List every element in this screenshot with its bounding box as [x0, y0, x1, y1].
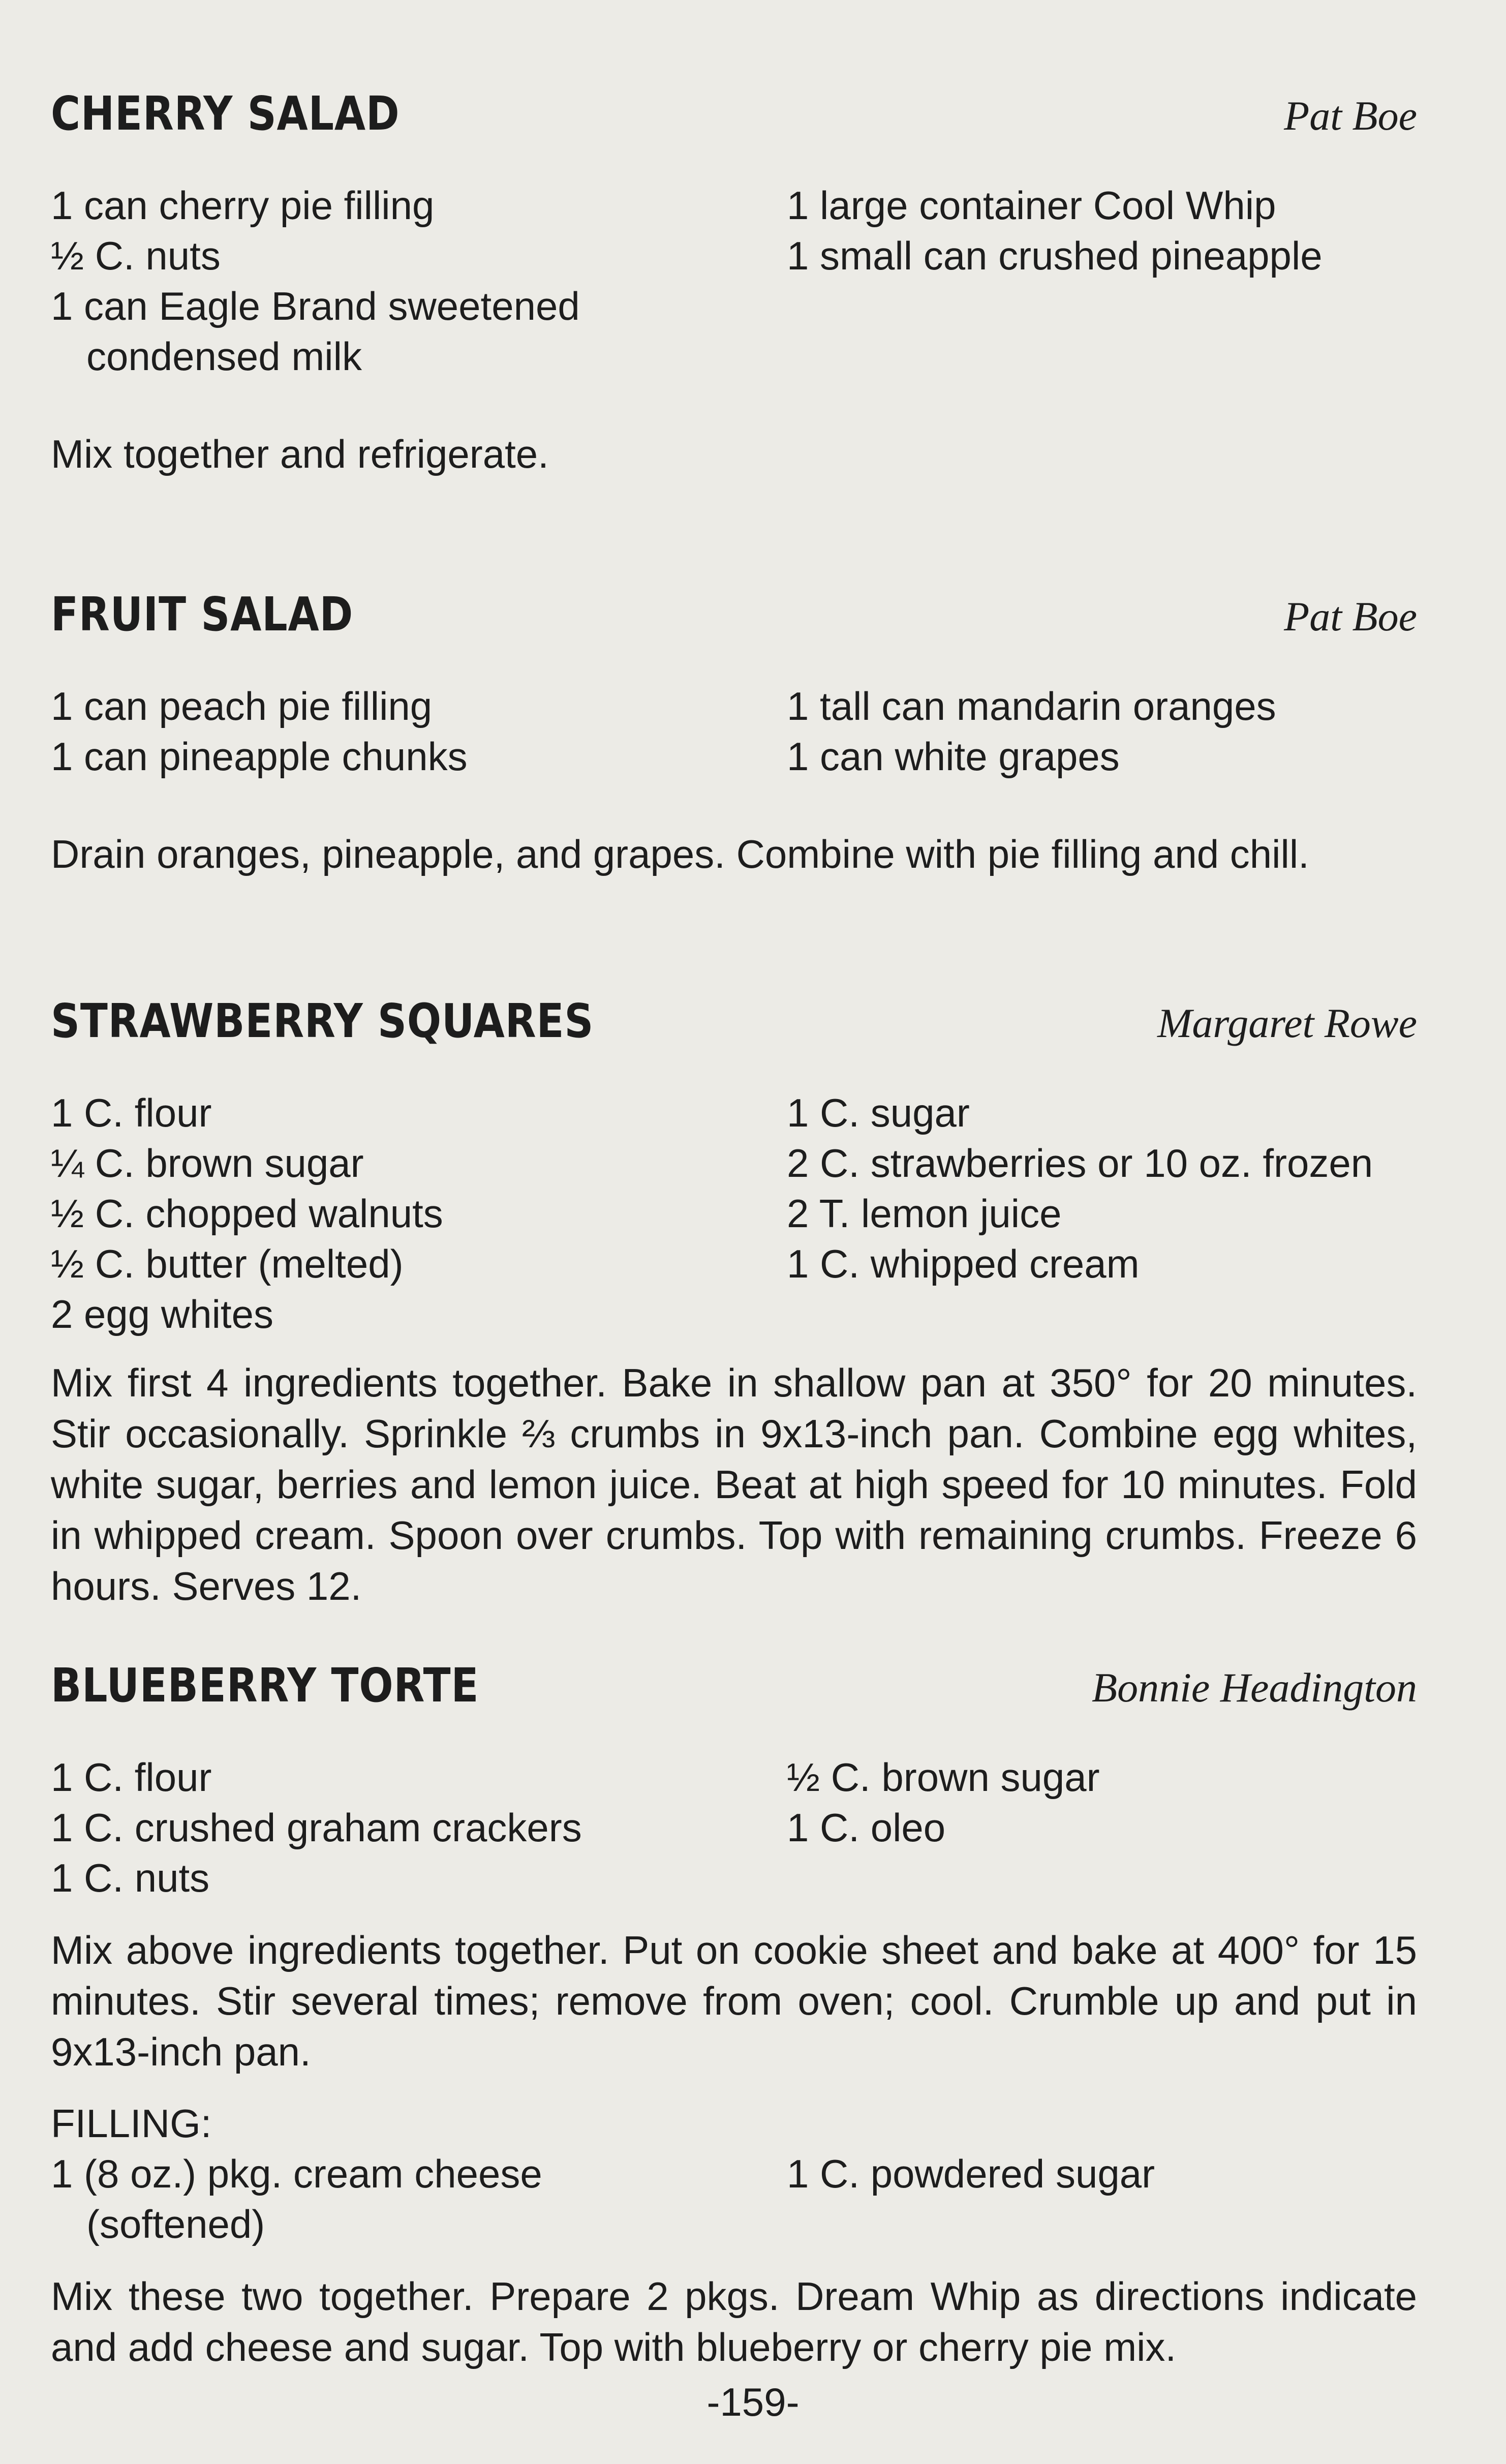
recipe-title: BLUEBERRY TORTE [51, 1658, 479, 1713]
ingredient: 1 C. crushed graham crackers [51, 1805, 582, 1850]
recipe-header [51, 1658, 1417, 1724]
recipe-author: Pat Boe [1284, 93, 1417, 139]
recipe-directions: Drain oranges, pineapple, and grapes. Combine with pie filling and chill. [51, 832, 1309, 876]
recipe-header [51, 994, 1417, 1060]
ingredient-column-right [787, 2149, 1417, 2249]
ingredient: 2 C. strawberries or 10 oz. frozen [787, 1141, 1373, 1185]
ingredient-list [51, 180, 1417, 382]
recipe-directions: Mix together and refrigerate. [51, 432, 549, 476]
ingredient-list [51, 681, 1417, 782]
ingredient-column-left [51, 1752, 787, 1903]
ingredient-column-left [51, 180, 787, 382]
filling-directions: Mix these two together. Prepare 2 pkgs. Dream Whip as directions indicate and add cheese and sugar. Top with blueberry or cherry pie mix. [51, 2274, 1417, 2369]
ingredient: 1 (8 oz.) pkg. cream cheese [51, 2151, 542, 2196]
recipe-header [51, 587, 1417, 653]
ingredient: 1 can pineapple chunks [51, 734, 468, 779]
ingredient: 1 large container Cool Whip [787, 183, 1276, 228]
ingredient-column-left [51, 1088, 787, 1340]
ingredient: 1 C. powdered sugar [787, 2151, 1155, 2196]
recipe-title: CHERRY SALAD [51, 86, 400, 141]
recipe-title: STRAWBERRY SQUARES [51, 994, 594, 1048]
ingredient: 1 C. nuts [51, 1855, 210, 1900]
ingredient: 2 egg whites [51, 1292, 273, 1336]
ingredient: 1 can cherry pie filling [51, 183, 435, 228]
recipe-strawberry-squares [51, 994, 1417, 1655]
ingredient: condensed milk [86, 334, 362, 379]
page-number: -159- [706, 2380, 800, 2424]
ingredient: 1 C. sugar [787, 1090, 970, 1135]
ingredient: 1 tall can mandarin oranges [787, 684, 1276, 728]
ingredient-list [51, 1752, 1417, 1903]
recipe-header [51, 86, 1417, 153]
ingredient-column-right [787, 1752, 1417, 1903]
filling-label: FILLING: [51, 2101, 212, 2146]
ingredient: ½ C. brown sugar [787, 1755, 1100, 1800]
ingredient-column-right [787, 1088, 1417, 1340]
ingredient: 1 small can crushed pineapple [787, 233, 1323, 278]
ingredient-list [51, 1088, 1417, 1340]
ingredient: 1 C. flour [51, 1755, 212, 1800]
ingredient-column-right [787, 180, 1417, 382]
recipe-directions: Mix first 4 ingredients together. Bake in shallow pan at 350° for 20 minutes. Stir occasionally. Sprinkle ⅔ crumbs in 9x13-inch pan. Combine egg whites, white sugar, berries and lemon juice. Beat at high speed for 10 minutes. Fold in whipped cream. Spoon over crumbs. Top with remaining crumbs. Freeze 6 hours. Serves 12. [51, 1360, 1417, 1608]
ingredient-column-left [51, 681, 787, 782]
ingredient: ½ C. nuts [51, 233, 221, 278]
recipe-author: Margaret Rowe [1157, 1000, 1417, 1046]
recipe-title: FRUIT SALAD [51, 587, 354, 642]
recipe-cherry-salad [51, 86, 1417, 476]
ingredient: ½ C. chopped walnuts [51, 1191, 443, 1236]
recipe-author: Pat Boe [1284, 593, 1417, 640]
recipe-blueberry-torte [51, 1658, 1417, 2372]
ingredient: 1 can peach pie filling [51, 684, 433, 728]
ingredient: 1 can white grapes [787, 734, 1120, 779]
recipe-fruit-salad [51, 587, 1417, 994]
ingredient: 1 can Eagle Brand sweetened [51, 284, 580, 328]
ingredient: 2 T. lemon juice [787, 1191, 1062, 1236]
ingredient-column-left [51, 2149, 787, 2249]
recipe-author: Bonnie Headington [1092, 1664, 1417, 1711]
ingredient: (softened) [86, 2202, 265, 2246]
ingredient: ¼ C. brown sugar [51, 1141, 364, 1185]
ingredient: 1 C. oleo [787, 1805, 946, 1850]
ingredient: ½ C. butter (melted) [51, 1241, 404, 1286]
ingredient: 1 C. flour [51, 1090, 212, 1135]
filling-ingredient-list [51, 2149, 1417, 2249]
recipe-directions: Mix above ingredients together. Put on cookie sheet and bake at 400° for 15 minutes. Stir several times; remove from oven; cool. Crumble up and put in 9x13-inch pan. [51, 1928, 1417, 2074]
ingredient: 1 C. whipped cream [787, 1241, 1140, 1286]
ingredient-column-right [787, 681, 1417, 782]
